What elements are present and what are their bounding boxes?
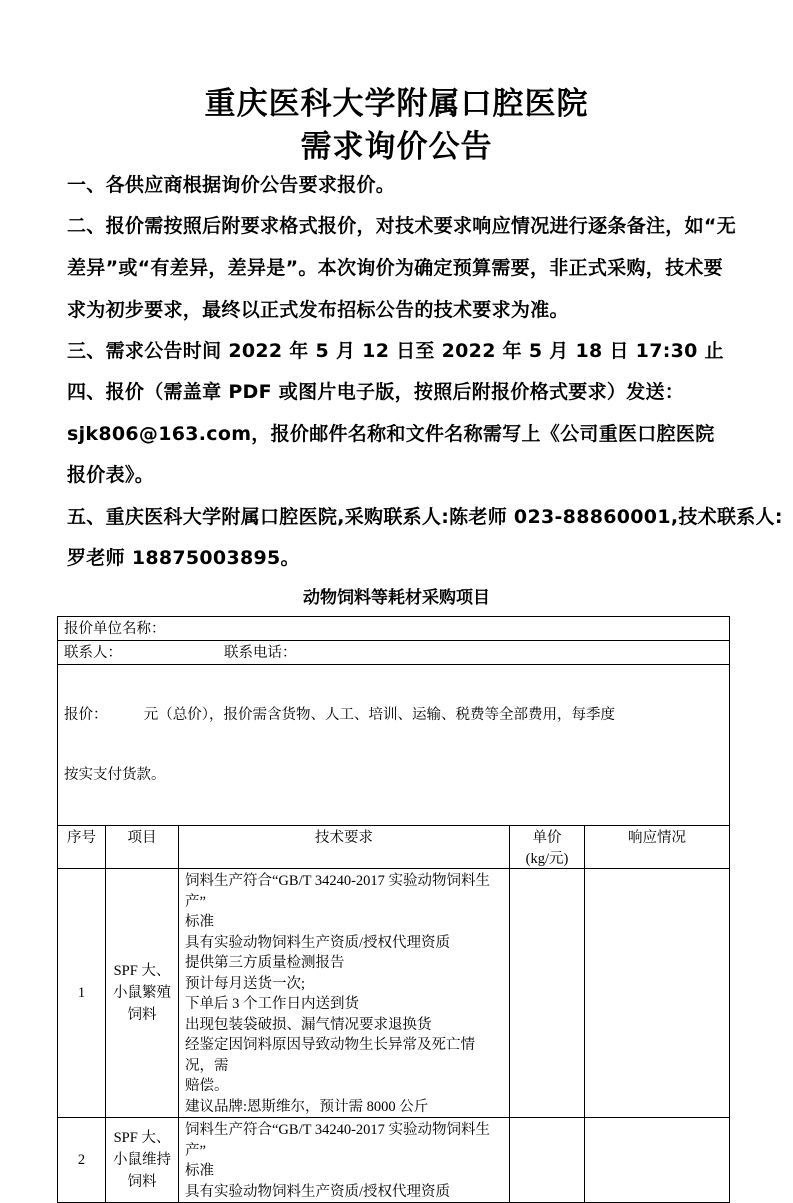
row-1-item xyxy=(106,869,179,1118)
paragraph-1: 一、各供应商根据询价公告要求报价。 xyxy=(67,174,396,196)
price-line-1: 报价： 元（总价），报价需含货物、人工、培训、运输、税费等全部费用，每季度 xyxy=(64,707,615,723)
tech-line: 饲料生产符合“GB/T 34240-2017 实验动物饲料生产” xyxy=(185,1122,491,1159)
row-2-item-line: 饲料 xyxy=(127,1174,157,1190)
paragraph-3: 三、需求公告时间 2022 年 5 月 12 日至 2022 年 5 月 18 日 17:30 止 xyxy=(67,340,724,362)
header-row xyxy=(58,826,730,869)
contact-row xyxy=(58,641,730,665)
header-price xyxy=(510,826,585,869)
row-1-item-line: 小鼠繁殖 xyxy=(113,985,171,1001)
paragraph-2-line-3: 求为初步要求，最终以正式发布招标公告的技术要求为准。 xyxy=(67,299,569,321)
tech-line: 下单后 3 个工作日内送到货 xyxy=(185,996,359,1012)
tech-line: 建议品牌:恩斯维尔，预计需 8000 公斤 xyxy=(185,1098,429,1115)
contact-cell xyxy=(58,641,730,665)
header-tech: 技术要求 xyxy=(179,826,510,869)
row-1-item-line: 饲料 xyxy=(127,1007,157,1023)
paragraph-2-line-1: 二、报价需按照后附要求格式报价，对技术要求响应情况进行逐条备注，如“无 xyxy=(67,215,736,237)
tech-line: 经鉴定因饲料原因导致动物生长异常及死亡情况，需 xyxy=(185,1037,475,1074)
document-title: 重庆医科大学附属口腔医院 xyxy=(204,86,589,122)
tech-line: 具有实验动物饲料生产资质/授权代理资质 xyxy=(185,934,451,951)
tech-line: 标准 xyxy=(185,914,214,930)
row-1-seq: 1 xyxy=(58,869,106,1118)
row-1-response xyxy=(585,869,730,1118)
header-response: 响应情况 xyxy=(585,826,730,869)
row-2-item-line: 小鼠维持 xyxy=(113,1152,171,1168)
phone-label: 联系电话： xyxy=(224,645,297,661)
unit-name-row xyxy=(58,617,730,641)
table-title: 动物饲料等耗材采购项目 xyxy=(303,588,490,608)
paragraph-2-line-2: 差异”或“有差异，差异是”。本次询价为确定预算需要，非正式采购，技术要 xyxy=(67,257,723,279)
table-row xyxy=(58,869,730,1118)
tech-line: 饲料生产符合“GB/T 34240-2017 实验动物饲料生产” xyxy=(185,873,491,910)
tech-line: 标准 xyxy=(185,1163,214,1179)
paragraph-4-line-2: sjk806@163.com，报价邮件名称和文件名称需写上《公司重医口腔医院 xyxy=(67,423,715,445)
tech-line: 赔偿。 xyxy=(185,1078,229,1094)
table-row xyxy=(58,1118,730,1203)
tech-line: 提供第三方质量检测报告 xyxy=(185,955,345,971)
price-cell xyxy=(58,665,730,826)
row-2-response xyxy=(585,1118,730,1203)
header-seq: 序号 xyxy=(58,826,106,869)
row-1-item-line: SPF 大、 xyxy=(113,963,171,979)
row-2-tech xyxy=(179,1118,510,1203)
header-price-unit: (kg/元) xyxy=(525,851,569,867)
paragraph-5-line-1: 五、重庆医科大学附属口腔医院,采购联系人:陈老师 023-88860001,技术联系人: xyxy=(67,506,783,528)
document-subtitle: 需求询价公告 xyxy=(300,129,493,165)
paragraph-4-line-1: 四、报价（需盖章 PDF 或图片电子版，按照后附报价格式要求）发送： xyxy=(67,381,685,403)
row-2-item xyxy=(106,1118,179,1203)
header-item: 项目 xyxy=(106,826,179,869)
price-line-2: 按实支付货款。 xyxy=(64,767,166,783)
header-price-label: 单价 xyxy=(532,830,562,846)
tech-line: 出现包装袋破损、漏气情况要求退换货 xyxy=(185,1016,432,1033)
row-1-tech xyxy=(179,869,510,1118)
tech-line: 预计每月送货一次; xyxy=(185,975,306,992)
row-1-price xyxy=(510,869,585,1118)
unit-name-cell: 报价单位名称： xyxy=(58,617,730,641)
tech-line: 具有实验动物饲料生产资质/授权代理资质 xyxy=(185,1183,451,1200)
contact-label: 联系人： xyxy=(64,645,122,661)
row-2-item-line: SPF 大、 xyxy=(113,1130,171,1146)
row-2-seq: 2 xyxy=(58,1118,106,1203)
quote-table xyxy=(57,616,730,1203)
paragraph-4-line-3: 报价表》。 xyxy=(67,464,155,486)
price-row xyxy=(58,665,730,826)
paragraph-5-line-2: 罗老师 18875003895。 xyxy=(67,547,300,569)
row-2-price xyxy=(510,1118,585,1203)
